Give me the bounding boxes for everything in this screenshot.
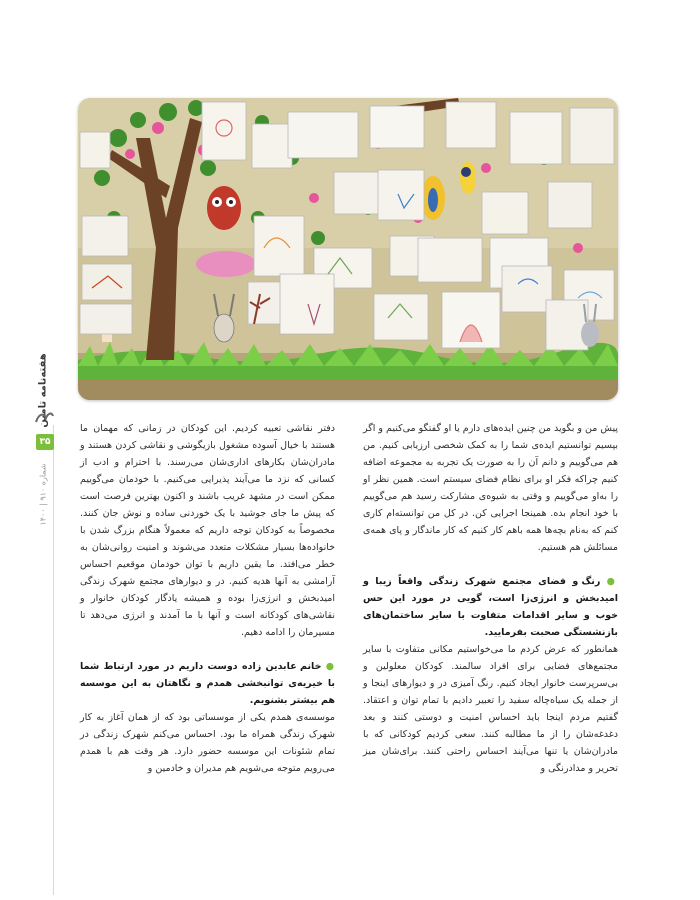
kids-drawings-wall-photo [78,98,618,400]
wall-illustration [78,98,618,400]
magazine-logo-icon [34,410,54,424]
paragraph-gap [80,641,335,658]
side-meta [28,330,58,560]
paragraph-gap [363,556,618,573]
bullet-dot-icon: ● [600,576,618,587]
answer-paragraph-1: همانطور که عرض کردم ما می‌خواستیم مکانی متفاوت با سایر مجتمع‌های فضایی برای افراد سالمند. کودکان معلولین و بی‌سرپرست خانوار ایجاد کنیم. رنگ آمیزی در و دیوارهای اینجا و از جمله یک سیاه‌چاله سفید را تعبیر دادیم با تمام توان و اعتقاد. گفتیم مردم اینجا باید احساس امنیت و دوستی کنند و بعد دغدغه‌شان را از ما مطالبه کنند. سعی کردیم کودکانی که با مادران‌شان یا تنها می‌آیند احساس راحتی کنند. برای‌شان میز تحریر و مدادرنگی و [363,644,618,774]
paragraph-intro-right: پیش من و بگوید من چنین ایده‌های دارم یا او گفتگو می‌کنیم و اگر بپسیم توانستیم ایده‌ی شما را به کمک شخصی ارزیابی کنیم. من هم می‌گوییم و دانم آن را به صورت یک تجربه به مجموعه اضافه کنیم چراکه فکر او برای نظام فضای سیستم است. همین نظر او را به‌او می‌گوییم و وقتی به شیوه‌ی مشارکت رسید هم می‌گوییم با خود انجام بده. همینجا اجرایی کن. در کل من توانسته‌ام کاری کنم که به‌نام بچه‌ها همه باهم کار کنیم که کار ماندگار و پای همه‌ی مسائلش هم هستیم. [363,423,618,553]
article-column-left [80,420,335,777]
issue-date: شماره ۹۱۰ | ۱۴۰۰ [38,463,48,526]
paragraph-intro-left: دفتر نقاشی تعبیه کردیم. این کودکان در زمانی که مهمان ما هستند با خیال آسوده مشغول بازیگوشی و نقاشی کردن هستند و مادران‌شان بکارهای اداری‌شان می‌رسند. با احترام و ادب از کسانی که نزد ما می‌آیند پذیرایی می‌کنیم. با خودمان می‌گوییم ممکن است در مشهد غریب باشند و اکنون بهترین فرصت است که پیش ما جای جوشید با یک خوردنی ساده و نوش جان کنند. مخصوصاً به کودکان توجه داریم که معمولاً هنگام بزرگ شدن با خانواده‌ها بسیار مشکلات متعدد می‌شوند و امنیت روانی‌شان به خطر می‌افتد. ما یقین داریم با توان خودمان موقعیم احساس آرامشی به آنها هدیه کنیم. در و دیوارهای مجتمع شهرک زندگی امیدبخش و انرژی‌زا بوده و همیشه یادگار کودکان خانوار و نقاشی‌های کودکانه است و آنها با ما آمدند و انرژی می‌دهد تا مسیرمان را ادامه دهیم. [80,423,335,638]
question-heading-2-text: خانم عابدین زاده دوست داریم در مورد ارتباط شما با خیریه‌ی توانبخشی همدم و نگاهتان به این موسسه هم بیشتر بشنویم. [80,661,335,706]
question-heading-1 [363,573,618,641]
question-heading-2 [80,658,335,709]
page-number-badge: ۳۵ [36,434,54,450]
bullet-dot-icon: ● [321,661,335,672]
article-column-right [363,420,618,777]
magazine-title: هفته‌نامه تامین [37,353,49,428]
question-heading-1-text: رنگ و فضای مجتمع شهرک زندگی واقعاً زیبا و امیدبخش و انرژی‌زا است، گویی در مورد این حس خوب و سایر اقدامات متفاوت با سایر ساختمان‌های بازنشستگی صحبت بفرمایید. [363,576,618,638]
answer-paragraph-2: موسسه‌ی همدم یکی از موسساتی بود که از همان آغاز به کار شهرک زندگی همراه ما بود. احساس می‌کنم شهرک زندگی در تمام شئونات این موسسه حضور دارد. هر وقت هم با همدم می‌رویم متوجه می‌شویم هم مدیران و خادمین و [80,712,335,774]
